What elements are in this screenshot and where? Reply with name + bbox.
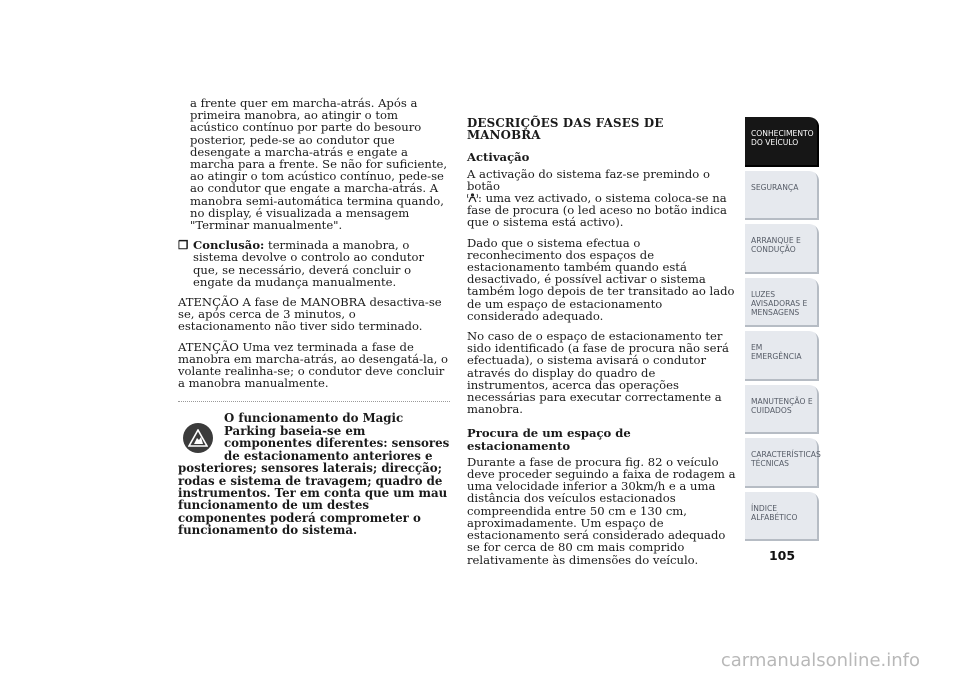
right-column bbox=[467, 117, 737, 574]
tab-arranque[interactable]: ARRANQUE E CONDUÇÃO bbox=[745, 224, 819, 274]
conclusion-bullet bbox=[178, 239, 450, 296]
activation-paragraph-2: Dado que o sistema efectua o reconhecimento dos espaços de estacionamento também quando está desactivado, é possível activar o sistema também logo depois de ter transitado ao lado de um espaço de estacionamento considerado adequado. bbox=[467, 235, 735, 323]
page-number: 105 bbox=[768, 548, 796, 563]
watermark: carmanualsonline.info bbox=[720, 650, 920, 671]
divider bbox=[178, 401, 450, 402]
tab-luzes[interactable]: LUZES AVISADORAS E MENSAGENS bbox=[745, 278, 819, 328]
bullet-mark: ❒ bbox=[178, 238, 189, 253]
bullet-text: terminada a manobra, o sistema devolve o controlo ao condutor que, se necessário, deverá concluir o engate da mudança manualmente. bbox=[193, 238, 425, 289]
tab-indice[interactable]: ÍNDICE ALFABÉTICO bbox=[745, 492, 819, 542]
activation-paragraph-1: A activação do sistema faz-se premindo o botão : uma vez activado, o sistema coloca-se na fase de procura (o led aceso no botão indica que o sistema está activo). bbox=[467, 166, 727, 230]
warning-block bbox=[178, 412, 450, 536]
chapter-tabs bbox=[745, 117, 819, 545]
activation-paragraph-3: No caso de o espaço de estacionamento ter sido identificado (a fase de procura não será efectuada), o sistema avisará o condutor através do display do quadro de instrumentos, acerca das operações necessárias para executar correctamente a manobra. bbox=[467, 329, 729, 417]
activation-title: Activação bbox=[467, 150, 530, 165]
search-paragraph: Durante a fase de procura fig. 82 o veículo deve proceder seguindo a faixa de rodagem a uma velocidade inferior a 30km/h e a uma distância dos veículos estacionados compreendida entre 50 cm e 130 cm, aproximadamente. Um espaço de estacionamento será considerado adequado se for cerca de 80 cm mais comprido relativamente às dimensões do veículo. bbox=[467, 454, 736, 567]
warning-text: O funcionamento do Magic Parking baseia-se em componentes diferentes: sensores de estacionamento anteriores e posteriores; sensores laterais; direcção; rodas e sistema de travagem; quadro de instrumentos. Ter em conta que um mau funcionamento de um destes componentes poderá comprometer o funcionamento do sistema. bbox=[178, 411, 450, 538]
attention-note-1: ATENÇÃO A fase de MANOBRA desactiva-se se, após cerca de 3 minutos, o estacionamento não tiver sido terminado. bbox=[178, 295, 442, 334]
tab-conhecimento[interactable]: CONHECIMENTO DO VEÍCULO bbox=[745, 117, 819, 167]
tab-seguranca[interactable]: SEGURANÇA bbox=[745, 171, 819, 221]
tab-caracteristicas[interactable]: CARACTERÍSTICAS TÉCNICAS bbox=[745, 438, 819, 488]
tab-emergencia[interactable]: EM EMERGÊNCIA bbox=[745, 331, 819, 381]
search-title: Procura de um espaço de estacionamento bbox=[467, 426, 631, 453]
left-column bbox=[178, 97, 450, 537]
section-heading: DESCRIÇÕES DAS FASES DE MANOBRA bbox=[467, 116, 664, 143]
tab-manutencao[interactable]: MANUTENÇÃO E CUIDADOS bbox=[745, 385, 819, 435]
intro-paragraph: a frente quer em marcha-atrás. Após a primeira manobra, ao atingir o tom acústico contínuo por parte do besouro posterior, pede-se ao condutor que desengate a marcha-atrás e engate a marcha para a frente. Se não for suficiente, ao atingir o tom acústico contínuo, pede-se ao condutor que engate a marcha-atrás. A manobra semi-automática termina quando, no display, é visualizada a mensagem "Terminar manualmente". bbox=[190, 96, 448, 233]
bullet-lead: Conclusão: bbox=[193, 238, 265, 253]
attention-note-2: ATENÇÃO Uma vez terminada a fase de manobra em marcha-atrás, ao desengatá-la, o volante realinha-se; o condutor deve concluir a manobra manualmente. bbox=[178, 339, 448, 391]
warning-hand-icon bbox=[178, 418, 218, 458]
parking-button-icon bbox=[467, 192, 478, 203]
